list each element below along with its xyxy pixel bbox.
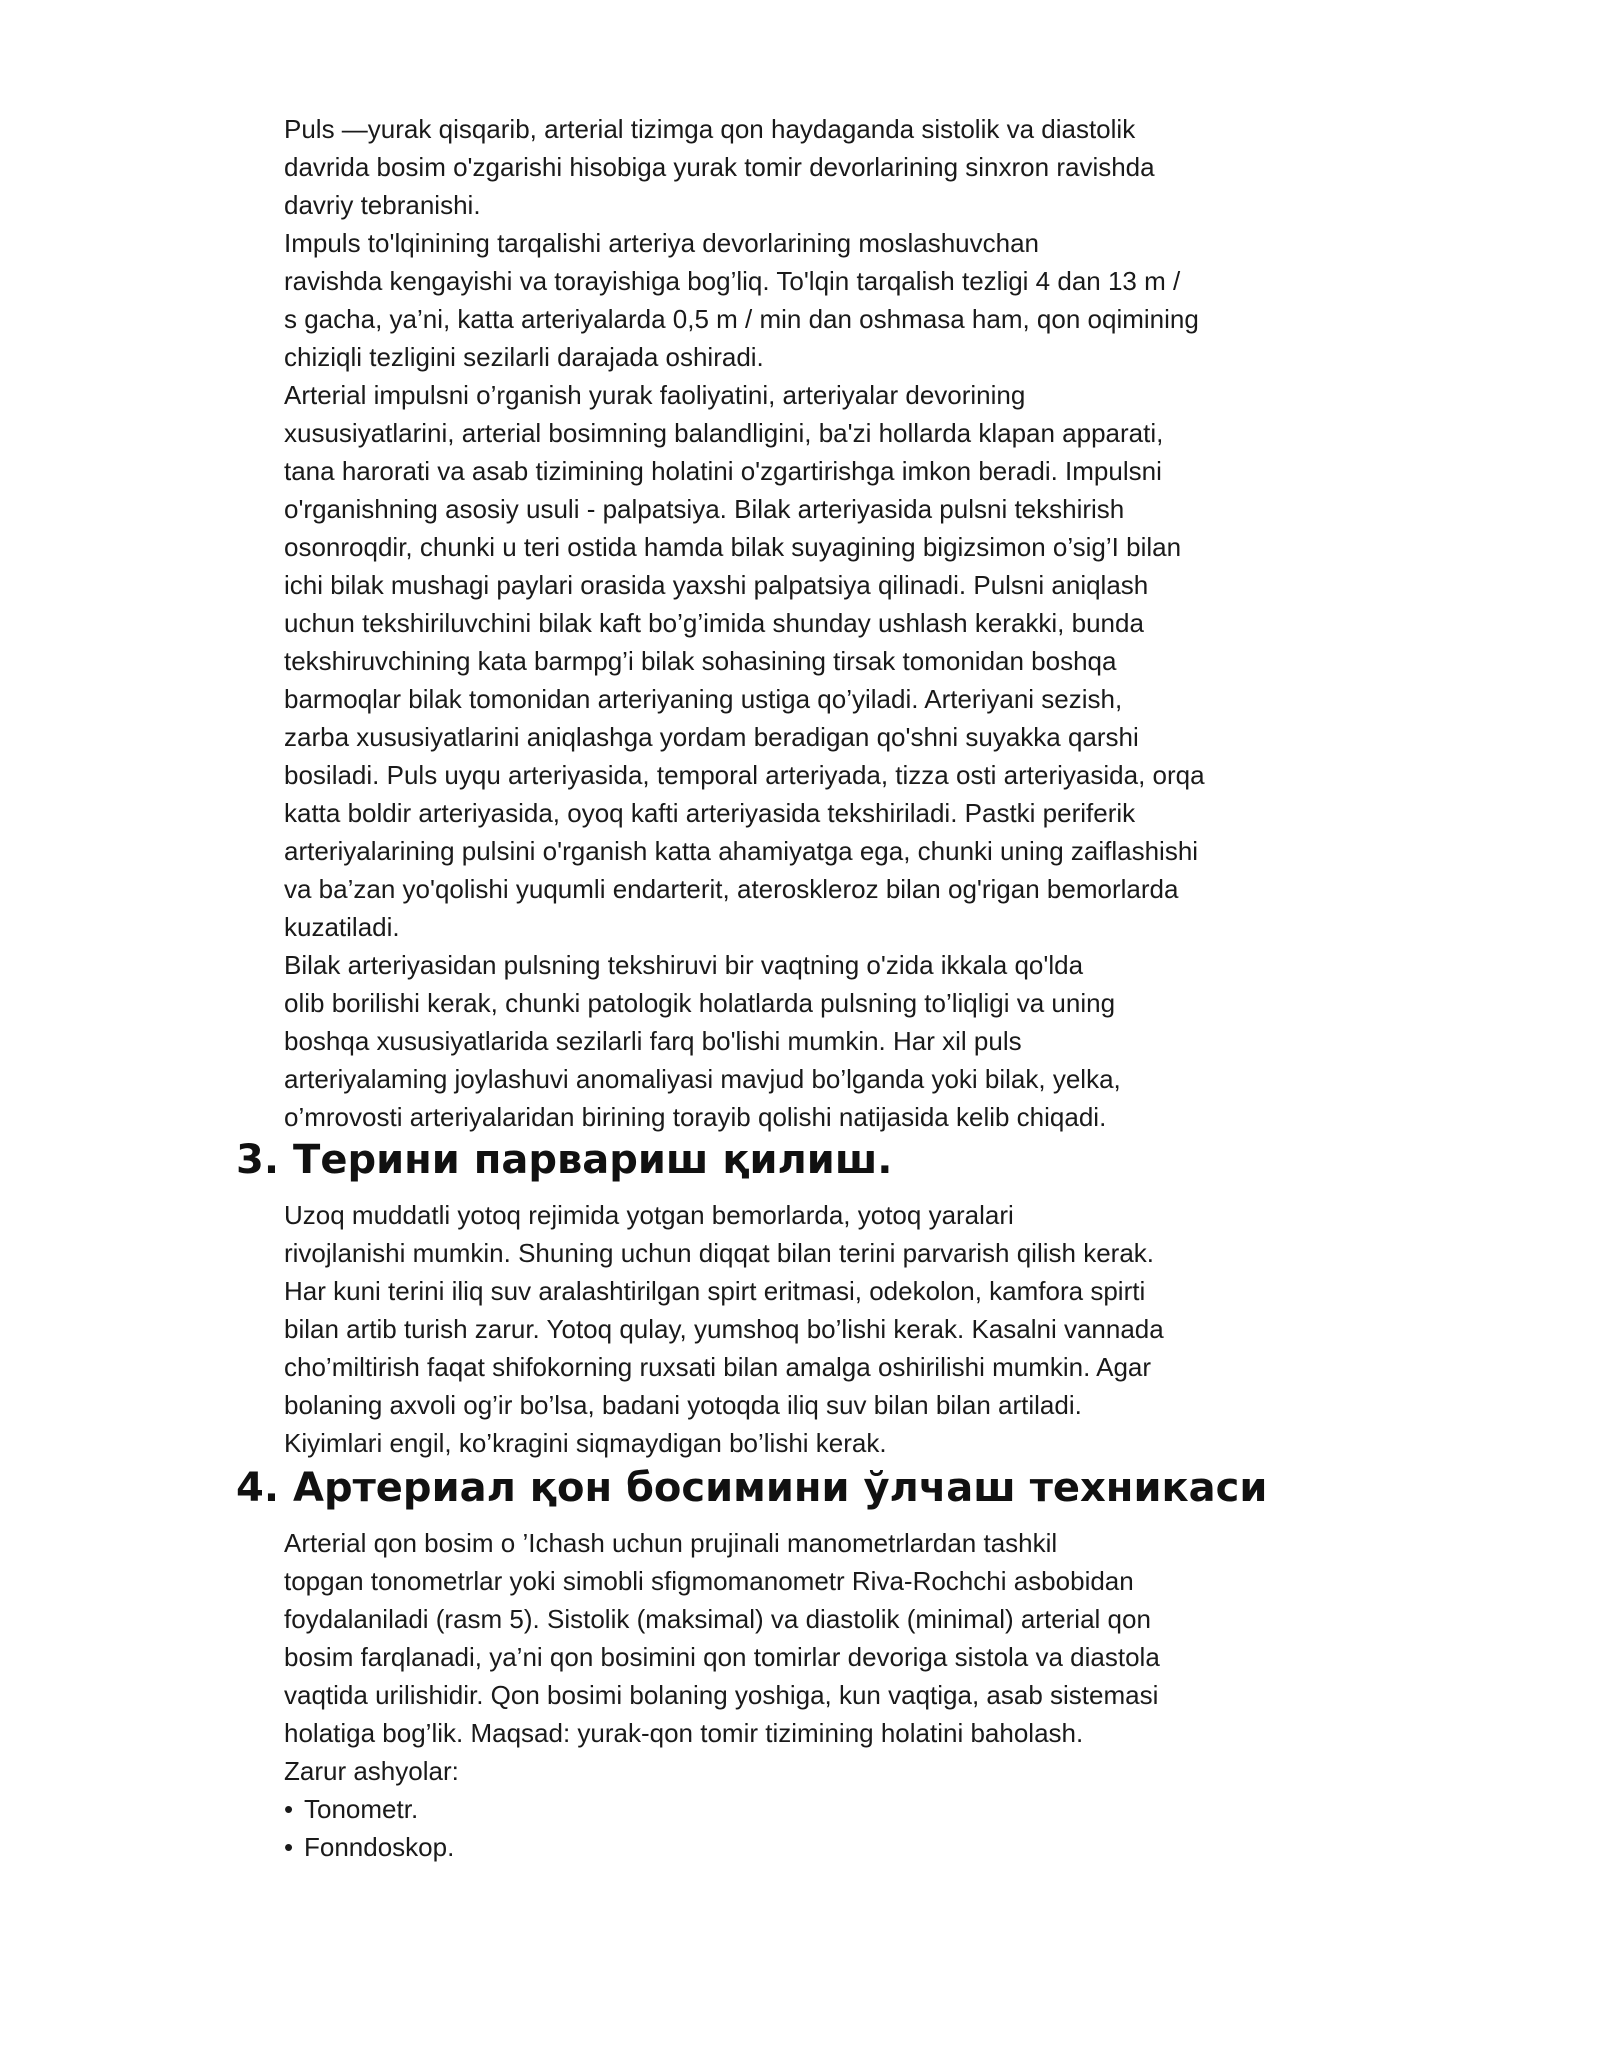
text-line: bolaning axvoli og’ir bo’lsa, badani yotoqda iliq suv bilan bilan artiladi. — [284, 1390, 1082, 1420]
list-item — [284, 1828, 1244, 1866]
section-3-heading — [236, 1134, 893, 1186]
text-line: holatiga bog’lik. Maqsad: yurak-qon tomir tizimining holatini baholash. — [284, 1718, 1084, 1748]
text-line: Arterial impulsni o’rganish yurak faoliyatini, arteriyalar devorining — [284, 380, 1026, 410]
list-item-text: Tonometr. — [304, 1794, 419, 1824]
supplies-list — [284, 1790, 1244, 1866]
bullet-icon: • — [284, 1832, 294, 1862]
heading-title: Терини парвариш қилиш. — [293, 1137, 893, 1183]
text-line: osonroqdir, chunki u teri ostida hamda bilak suyagining bigizsimon o’sig’I bilan — [284, 532, 1182, 562]
list-item — [284, 1790, 1244, 1828]
text-line: chiziqli tezligini sezilarli darajada oshiradi. — [284, 342, 764, 372]
text-line: va ba’zan yo'qolishi yuqumli endarterit, ateroskleroz bilan og'rigan bemorlarda — [284, 874, 1179, 904]
text-line: s gacha, ya’ni, katta arteriyalarda 0,5 m / min dan oshmasa ham, qon oqimining — [284, 304, 1199, 334]
heading-number: 4. — [236, 1465, 280, 1511]
section-4-heading — [236, 1462, 1267, 1514]
text-line: xususiyatlarini, arterial bosimning balandligini, ba'zi hollarda klapan apparati, — [284, 418, 1164, 448]
text-line: Bilak arteriyasidan pulsning tekshiruvi bir vaqtning o'zida ikkala qo'lda — [284, 950, 1084, 980]
text-line: kuzatiladi. — [284, 912, 400, 942]
list-item-text: Fonndoskop. — [304, 1832, 455, 1862]
heading-title: Артериал қон босимини ўлчаш техникаси — [293, 1465, 1268, 1511]
text-line: topgan tonometrlar yoki simobli sfigmomanometr Riva-Rochchi asbobidan — [284, 1566, 1134, 1596]
skin-care-text-block — [284, 1196, 1244, 1462]
text-line: Zarur ashyolar: — [284, 1756, 459, 1786]
text-line: olib borilishi kerak, chunki patologik holatlarda pulsning to’liqligi va uning — [284, 988, 1116, 1018]
text-line: uchun tekshiriluvchini bilak kaft bo’g’imida shunday ushlash kerakki, bunda — [284, 608, 1144, 638]
text-line: Uzoq muddatli yotoq rejimida yotgan bemorlarda, yotoq yaralari — [284, 1200, 1014, 1230]
text-line: arteriyalaming joylashuvi anomaliyasi mavjud bo’lganda yoki bilak, yelka, — [284, 1064, 1121, 1094]
text-line: tana harorati va asab tizimining holatini o'zgartirishga imkon beradi. Impulsni — [284, 456, 1162, 486]
text-line: Har kuni terini iliq suv aralashtirilgan spirt eritmasi, odekolon, kamfora spirti — [284, 1276, 1146, 1306]
text-line: Kiyimlari engil, ko’kragini siqmaydigan bo’lishi kerak. — [284, 1428, 887, 1458]
text-line: Impuls to'lqinining tarqalishi arteriya devorlarining moslashuvchan — [284, 228, 1040, 258]
text-line: bosim farqlanadi, ya’ni qon bosimini qon tomirlar devoriga sistola va diastola — [284, 1642, 1160, 1672]
text-line: vaqtida urilishidir. Qon bosimi bolaning yoshiga, kun vaqtiga, asab sistemasi — [284, 1680, 1159, 1710]
text-line: Arterial qon bosim o ’Ichash uchun prujinali manometrlardan tashkil — [284, 1528, 1058, 1558]
text-line: o’mrovosti arteriyalaridan birining torayib qolishi natijasida kelib chiqadi. — [284, 1102, 1107, 1132]
text-line: Puls —yurak qisqarib, arterial tizimga qon haydaganda sistolik va diastolik — [284, 114, 1136, 144]
text-line: ichi bilak mushagi paylari orasida yaxshi palpatsiya qilinadi. Pulsni aniqlash — [284, 570, 1149, 600]
text-line: barmoqlar bilak tomonidan arteriyaning ustiga qo’yiladi. Arteriyani sezish, — [284, 684, 1123, 714]
bullet-icon: • — [284, 1794, 294, 1824]
text-line: davriy tebranishi. — [284, 190, 481, 220]
text-line: o'rganishning asosiy usuli - palpatsiya. Bilak arteriyasida pulsni tekshirish — [284, 494, 1125, 524]
text-line: davrida bosim o'zgarishi hisobiga yurak tomir devorlarining sinxron ravishda — [284, 152, 1155, 182]
pulse-text-block — [284, 110, 1244, 1136]
text-line: zarba xususiyatlarini aniqlashga yordam beradigan qo'shni suyakka qarshi — [284, 722, 1139, 752]
text-line: rivojlanishi mumkin. Shuning uchun diqqat bilan terini parvarish qilish kerak. — [284, 1238, 1154, 1268]
text-line: katta boldir arteriyasida, oyoq kafti arteriyasida tekshiriladi. Pastki periferik — [284, 798, 1136, 828]
text-line: boshqa xususiyatlarida sezilarli farq bo'lishi mumkin. Har xil puls — [284, 1026, 1022, 1056]
text-line: ravishda kengayishi va torayishiga bog’liq. To'lqin tarqalish tezligi 4 dan 13 m / — [284, 266, 1181, 296]
text-line: arteriyalarining pulsini o'rganish katta ahamiyatga ega, chunki uning zaiflashishi — [284, 836, 1199, 866]
text-line: cho’miltirish faqat shifokorning ruxsati bilan amalga oshirilishi mumkin. Agar — [284, 1352, 1152, 1382]
blood-pressure-text-block — [284, 1524, 1244, 1866]
text-line: bilan artib turish zarur. Yotoq qulay, yumshoq bo’lishi kerak. Kasalni vannada — [284, 1314, 1164, 1344]
heading-number: 3. — [236, 1137, 280, 1183]
text-line: bosiladi. Puls uyqu arteriyasida, temporal arteriyada, tizza osti arteriyasida, orqa — [284, 760, 1205, 790]
text-line: tekshiruvchining kata barmpg’i bilak sohasining tirsak tomonidan boshqa — [284, 646, 1117, 676]
text-line: foydalaniladi (rasm 5). Sistolik (maksimal) va diastolik (minimal) arterial qon — [284, 1604, 1151, 1634]
